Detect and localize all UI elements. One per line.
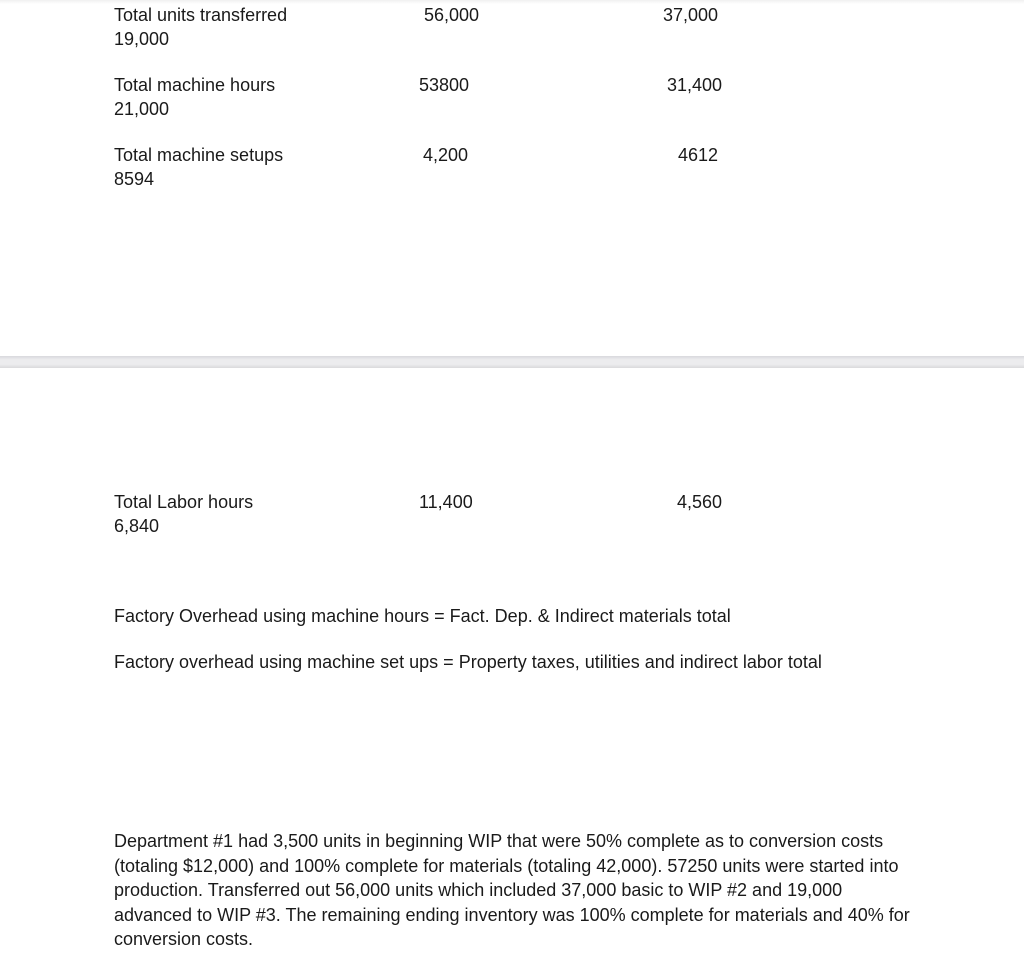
- row-total-labor-hours: [114, 490, 914, 540]
- row-value-1: 56,000: [424, 5, 480, 25]
- row-sub-value: 21,000: [114, 99, 170, 119]
- department-paragraph: Department #1 had 3,500 units in beginning WIP that were 50% complete as to conversion costs (totaling $12,000) and 100% complete for materials (totaling 42,000). 57250 units were started into production. Transferred out 56,000 units which included 37,000 basic to WIP #2 and 19,000 advanced to WIP #3. The remaining ending inventory was 100% complete for materials and 40% for conversion costs.: [114, 831, 910, 949]
- page-break: [0, 356, 1024, 368]
- row-sub-value: 8594: [114, 169, 155, 189]
- row-total-units-transferred: [114, 3, 914, 53]
- row-value-2: 4612: [678, 145, 719, 165]
- note-machine-hours: Factory Overhead using machine hours = Fact. Dep. & Indirect materials total: [114, 606, 731, 626]
- row-value-1: 53800: [419, 75, 470, 95]
- row-value-2: 31,400: [667, 75, 723, 95]
- row-total-machine-setups: [114, 143, 914, 193]
- row-label: Total machine setups: [114, 145, 284, 165]
- row-value-2: 37,000: [663, 5, 719, 25]
- row-label: Total machine hours: [114, 75, 276, 95]
- row-label: Total Labor hours: [114, 492, 254, 512]
- note-machine-setups: Factory overhead using machine set ups = Property taxes, utilities and indirect labor total: [114, 652, 822, 672]
- row-label: Total units transferred: [114, 5, 288, 25]
- row-sub-value: 6,840: [114, 516, 160, 536]
- row-total-machine-hours: [114, 73, 914, 123]
- row-value-1: 4,200: [423, 145, 469, 165]
- row-value-1: 11,400: [419, 492, 473, 512]
- row-value-2: 4,560: [677, 492, 723, 512]
- row-sub-value: 19,000: [114, 29, 170, 49]
